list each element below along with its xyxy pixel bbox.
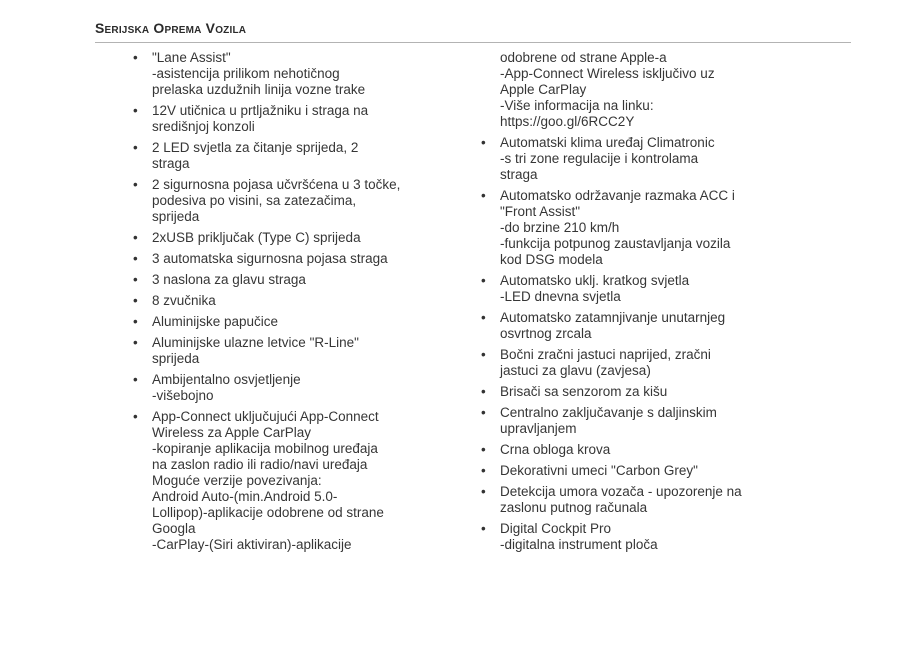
list-item [133, 251, 473, 267]
item-text [500, 521, 658, 553]
text-line: -Više informacija na linku: [500, 98, 654, 113]
item-text [500, 347, 711, 379]
bullet-marker-icon: • [133, 409, 138, 424]
text-line: -višebojno [152, 388, 214, 403]
item-text [500, 405, 717, 437]
text-line: 8 zvučnika [152, 293, 216, 308]
bullet-marker-icon: • [133, 293, 138, 308]
item-text [152, 314, 278, 330]
text-line: sprijeda [152, 351, 200, 366]
bullet-marker-icon: • [133, 251, 138, 266]
item-text [500, 484, 742, 516]
bullet-marker-icon: • [133, 103, 138, 118]
equipment-list-left-column [133, 50, 473, 558]
item-text [152, 140, 358, 172]
text-line: -App-Connect Wireless isključivo uz [500, 66, 715, 81]
text-line: -LED dnevna svjetla [500, 289, 621, 304]
list-item [133, 409, 473, 553]
item-text [152, 50, 365, 98]
list-item [481, 384, 851, 400]
item-text [152, 335, 359, 367]
bullet-marker-icon: • [481, 521, 486, 536]
item-text [500, 463, 698, 479]
list-item [133, 272, 473, 288]
list-item [133, 293, 473, 309]
list-item [481, 347, 851, 379]
text-line: https://goo.gl/6RCC2Y [500, 114, 635, 129]
text-line: -s tri zone regulacije i kontrolama [500, 151, 699, 166]
text-line: Dekorativni umeci "Carbon Grey" [500, 463, 698, 478]
list-item [133, 50, 473, 98]
list-item [481, 188, 851, 268]
text-line: -asistencija prilikom nehotičnog [152, 66, 340, 81]
text-line: 3 naslona za glavu straga [152, 272, 306, 287]
item-text [500, 310, 725, 342]
bullet-marker-icon: • [481, 135, 486, 150]
item-text [152, 103, 368, 135]
list-item [133, 372, 473, 404]
bullet-marker-icon: • [133, 272, 138, 287]
item-continuation-text [500, 50, 851, 130]
bullet-marker-icon: • [133, 230, 138, 245]
bullet-marker-icon: • [481, 188, 486, 203]
text-line: 2 LED svjetla za čitanje sprijeda, 2 [152, 140, 359, 155]
item-text [152, 293, 216, 309]
list-item [133, 230, 473, 246]
text-line: straga [152, 156, 190, 171]
text-line: Bočni zračni jastuci naprijed, zračni [500, 347, 711, 362]
text-line: 2xUSB priključak (Type C) sprijeda [152, 230, 361, 245]
text-line: -funkcija potpunog zaustavljanja vozila [500, 236, 731, 251]
text-line: upravljanjem [500, 421, 577, 436]
bullet-marker-icon: • [133, 314, 138, 329]
list-item [133, 177, 473, 225]
item-text [152, 230, 361, 246]
bullet-marker-icon: • [133, 140, 138, 155]
text-line: Apple CarPlay [500, 82, 587, 97]
text-line: na zaslon radio ili radio/navi uređaja [152, 457, 368, 472]
item-text [152, 272, 306, 288]
item-text [500, 188, 735, 268]
list-item [481, 484, 851, 516]
bullet-marker-icon: • [481, 405, 486, 420]
heading-divider [95, 42, 851, 43]
text-line: 12V utičnica u prtljažniku i straga na [152, 103, 369, 118]
bullet-marker-icon: • [481, 442, 486, 457]
text-line: Brisači sa senzorom za kišu [500, 384, 668, 399]
two-column-layout [95, 50, 851, 610]
list-item [133, 140, 473, 172]
text-line: straga [500, 167, 538, 182]
text-line: osvrtnog zrcala [500, 326, 592, 341]
item-text [152, 409, 384, 553]
text-line: Moguće verzije povezivanja: [152, 473, 322, 488]
text-line: jastuci za glavu (zavjesa) [500, 363, 651, 378]
text-line: kod DSG modela [500, 252, 603, 267]
text-line: Automatsko zatamnjivanje unutarnjeg [500, 310, 726, 325]
text-line: Crna obloga krova [500, 442, 611, 457]
text-line: Digital Cockpit Pro [500, 521, 612, 536]
text-line: Automatski klima uređaj Climatronic [500, 135, 715, 150]
text-line: "Lane Assist" [152, 50, 231, 65]
bullet-marker-icon: • [133, 50, 138, 65]
text-line: "Front Assist" [500, 204, 581, 219]
item-text [152, 251, 388, 267]
list-item [133, 314, 473, 330]
document-body [95, 20, 851, 610]
text-line: -kopiranje aplikacija mobilnog uređaja [152, 441, 378, 456]
text-line: Googla [152, 521, 196, 536]
text-line: Android Auto-(min.Android 5.0- [152, 489, 338, 504]
text-line: sprijeda [152, 209, 200, 224]
item-text [500, 442, 610, 458]
list-item [133, 103, 473, 135]
bullet-marker-icon: • [481, 463, 486, 478]
bullet-marker-icon: • [133, 372, 138, 387]
bullet-marker-icon: • [133, 335, 138, 350]
bullet-marker-icon: • [481, 310, 486, 325]
text-line: Aluminijske ulazne letvice "R-Line" [152, 335, 359, 350]
text-line: App-Connect uključujući App-Connect [152, 409, 379, 424]
list-item [481, 405, 851, 437]
text-line: Automatsko uklj. kratkog svjetla [500, 273, 690, 288]
list-item [481, 310, 851, 342]
list-item [133, 335, 473, 367]
bullet-marker-icon: • [481, 384, 486, 399]
item-text [500, 135, 715, 183]
text-line: -do brzine 210 km/h [500, 220, 620, 235]
text-line: 3 automatska sigurnosna pojasa straga [152, 251, 388, 266]
text-line: odobrene od strane Apple-a [500, 50, 667, 65]
equipment-list-right-items [481, 135, 851, 553]
equipment-list-right-column [481, 50, 851, 558]
text-line: Aluminijske papučice [152, 314, 279, 329]
text-line: zaslonu putnog računala [500, 500, 648, 515]
bullet-marker-icon: • [133, 177, 138, 192]
item-text [500, 273, 689, 305]
text-line: Detekcija umora vozača - upozorenje na [500, 484, 742, 499]
text-line: -digitalna instrument ploča [500, 537, 658, 552]
page-title: Serijska Oprema Vozila [95, 20, 247, 36]
text-line: Wireless za Apple CarPlay [152, 425, 312, 440]
text-line: središnjoj konzoli [152, 119, 255, 134]
list-item [481, 442, 851, 458]
text-line: Ambijentalno osvjetljenje [152, 372, 301, 387]
item-text [152, 372, 301, 404]
list-item [481, 135, 851, 183]
item-text [152, 177, 400, 225]
list-item [481, 521, 851, 553]
bullet-marker-icon: • [481, 484, 486, 499]
text-line: podesiva po visini, sa zatezačima, [152, 193, 357, 208]
item-text [500, 384, 667, 400]
text-line: Automatsko održavanje razmaka ACC i [500, 188, 735, 203]
text-line: Lollipop)-aplikacije odobrene od strane [152, 505, 384, 520]
list-item [481, 273, 851, 305]
text-line: 2 sigurnosna pojasa učvršćena u 3 točke, [152, 177, 401, 192]
bullet-marker-icon: • [481, 273, 486, 288]
text-line: Centralno zaključavanje s daljinskim [500, 405, 717, 420]
bullet-marker-icon: • [481, 347, 486, 362]
text-line: prelaska uzdužnih linija vozne trake [152, 82, 366, 97]
text-line: -CarPlay-(Siri aktiviran)-aplikacije [152, 537, 352, 552]
list-item [481, 463, 851, 479]
